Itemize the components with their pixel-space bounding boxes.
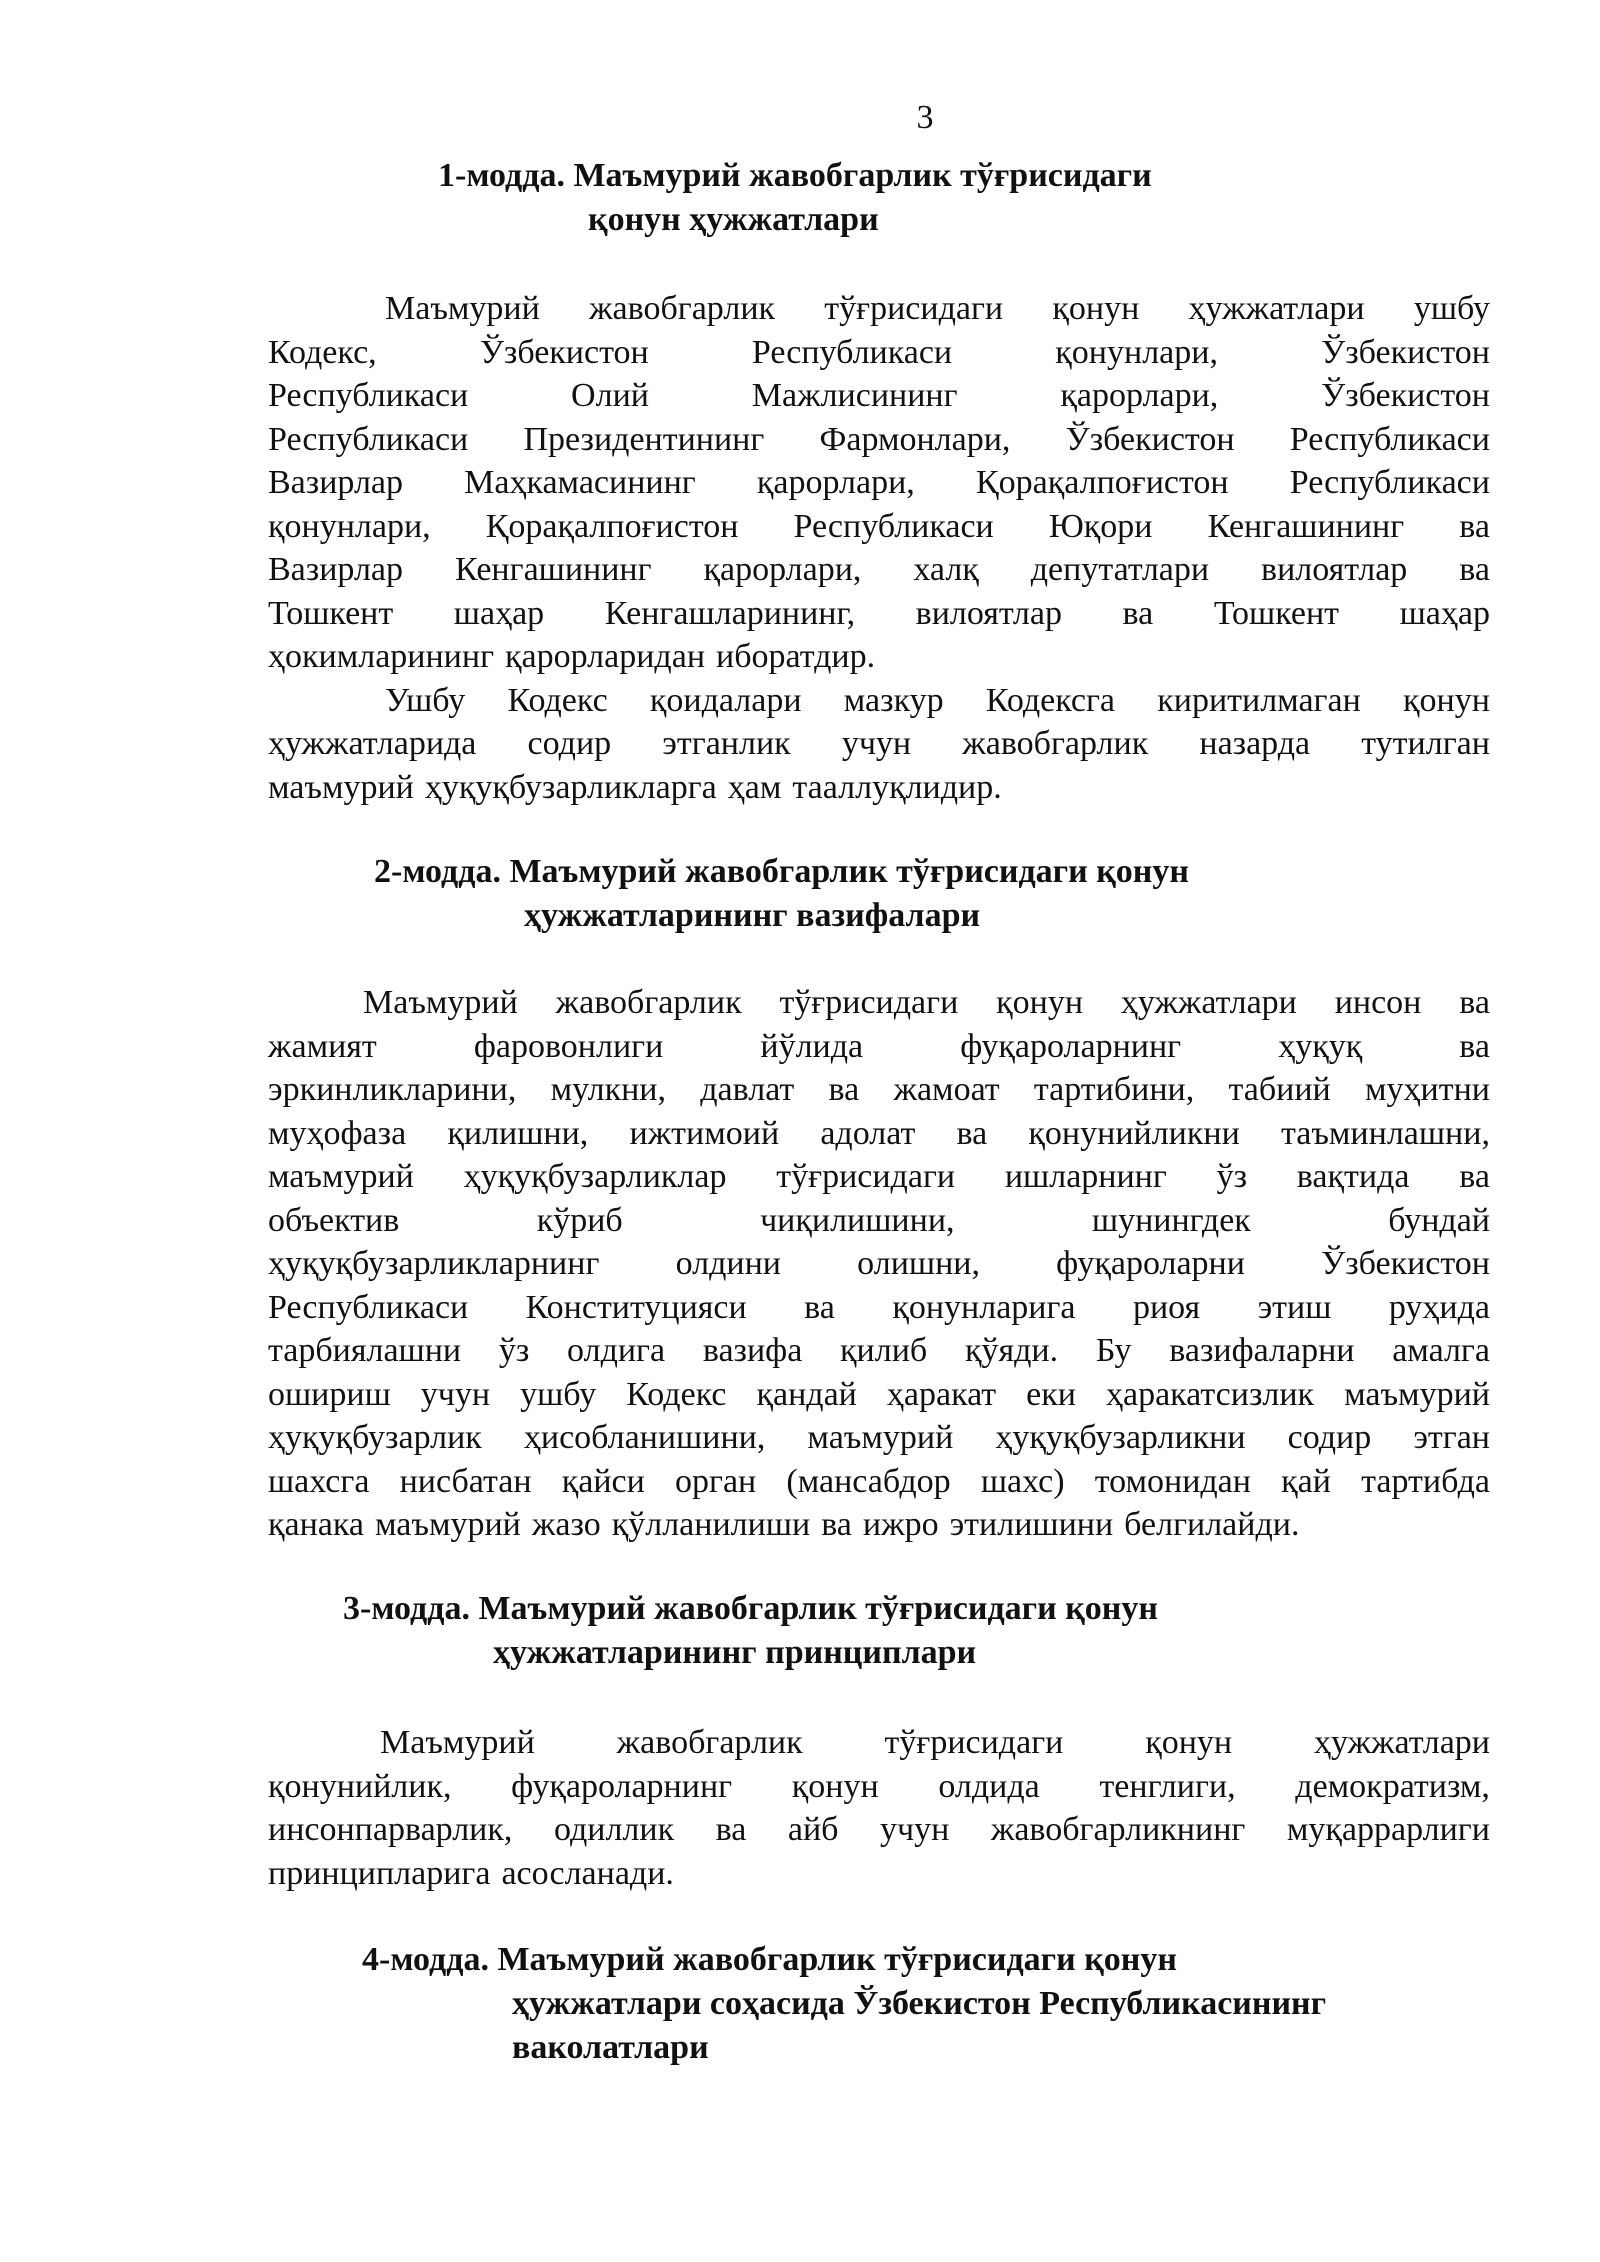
article-1-paragraph-2 xyxy=(268,679,1490,810)
paragraph-line: маъмурий ҳуқуқбузарликларга ҳам тааллуқлидир. xyxy=(268,768,1002,806)
article-1-paragraph-1 xyxy=(268,287,1490,679)
article-2-title-line-1: 2-модда. Маъмурий жавобгарлик тўғрисидаги қонун xyxy=(374,853,1189,890)
paragraph-line: инсонпарварлик, одиллик ва айб учун жавобгарликнинг муқаррарлиги xyxy=(268,1811,1490,1848)
article-4-title-line-2: ҳужжатлари соҳасида Ўзбекистон Республикасининг xyxy=(512,1985,1327,2022)
paragraph-line: Маъмурий жавобгарлик тўғрисидаги қонун ҳужжатлари ушбу xyxy=(385,290,1490,327)
paragraph-line: ошириш учун ушбу Кодекс қандай ҳаракат еки ҳаракатсизлик маъмурий xyxy=(268,1375,1490,1413)
article-2-body xyxy=(268,981,1490,1547)
paragraph-line: ҳуқуқбузарлик ҳисобланишини, маъмурий ҳуқуқбузарликни содир этган xyxy=(268,1419,1490,1456)
page-number: 3 xyxy=(916,99,934,136)
article-3-body xyxy=(268,1721,1490,1895)
article-4-title-line-3: ваколатлари xyxy=(512,2029,709,2066)
paragraph-line: тарбиялашни ўз олдига вазифа қилиб қўяди. Бу вазифаларни амалга xyxy=(268,1332,1490,1369)
article-2-title xyxy=(374,850,1189,938)
article-1-title-line-2: қонун ҳужжатлари xyxy=(588,201,879,238)
article-3-title xyxy=(343,1587,1158,1675)
article-4-title-line-1: 4-модда. Маъмурий жавобгарлик тўғрисидаги қонун xyxy=(362,1941,1177,1978)
paragraph-line: муҳофаза қилишни, ижтимоий адолат ва қонунийликни таъминлашни, xyxy=(268,1114,1490,1152)
paragraph-line: Вазирлар Кенгашининг қарорлари, халқ депутатлари вилоятлар ва xyxy=(268,551,1490,588)
paragraph-line: ҳокимларининг қарорларидан иборатдир. xyxy=(268,638,876,675)
paragraph-line: Республикаси Конституцияси ва қонунларига риоя этиш руҳида xyxy=(268,1288,1490,1326)
paragraph-line: принципларига асосланади. xyxy=(268,1854,674,1892)
paragraph-line: Республикаси Олий Мажлисининг қарорлари, Ўзбекистон xyxy=(268,377,1490,414)
article-1-title xyxy=(438,154,1152,242)
paragraph-line: объектив кўриб чиқилишини, шунингдек бундай xyxy=(268,1201,1490,1239)
paragraph-line: қонунлари, Қорақалпоғистон Республикаси Юқори Кенгашининг ва xyxy=(268,507,1490,545)
paragraph-line: эркинликларини, мулкни, давлат ва жамоат тартибини, табиий муҳитни xyxy=(268,1071,1490,1108)
paragraph-line: Ушбу Кодекс қоидалари мазкур Кодексга киритилмаган қонун xyxy=(385,681,1490,719)
paragraph-line: ҳуқуқбузарликларнинг олдини олишни, фуқароларни Ўзбекистон xyxy=(268,1245,1490,1282)
paragraph-line: қонунийлик, фуқароларнинг қонун олдида тенглиги, демократизм, xyxy=(268,1767,1490,1805)
paragraph-line: Республикаси Президентининг Фармонлари, Ўзбекистон Республикаси xyxy=(268,420,1490,458)
article-2-paragraph-1 xyxy=(268,981,1490,1547)
paragraph-line: Маъмурий жавобгарлик тўғрисидаги қонун ҳужжатлари инсон ва xyxy=(363,984,1490,1021)
paragraph-line: шахсга нисбатан қайси орган (мансабдор шахс) томонидан қай тартибда xyxy=(268,1462,1490,1500)
paragraph-line: ҳужжатларида содир этганлик учун жавобгарлик назарда тутилган xyxy=(268,725,1490,762)
paragraph-line: Маъмурий жавобгарлик тўғрисидаги қонун ҳужжатлари xyxy=(380,1724,1490,1761)
paragraph-line: жамият фаровонлиги йўлида фуқароларнинг ҳуқуқ ва xyxy=(268,1027,1490,1065)
paragraph-line: Кодекс, Ўзбекистон Республикаси қонунлари, Ўзбекистон xyxy=(268,333,1490,371)
article-1-title-line-1: 1-модда. Маъмурий жавобгарлик тўғрисидаги xyxy=(438,157,1152,194)
article-3-paragraph-1 xyxy=(268,1721,1490,1895)
paragraph-line: қанака маъмурий жазо қўлланилиши ва ижро этилишини белгилайди. xyxy=(268,1506,1300,1543)
article-1-body xyxy=(268,287,1490,809)
article-4-title xyxy=(362,1938,1326,2070)
paragraph-line: Вазирлар Маҳкамасининг қарорлари, Қорақалпоғистон Республикаси xyxy=(268,464,1490,501)
article-3-title-line-2: ҳужжатларининг принциплари xyxy=(493,1634,977,1671)
paragraph-line: Тошкент шаҳар Кенгашларининг, вилоятлар ва Тошкент шаҳар xyxy=(268,594,1490,632)
paragraph-line: маъмурий ҳуқуқбузарликлар тўғрисидаги ишларнинг ўз вақтида ва xyxy=(268,1158,1490,1195)
article-3-title-line-1: 3-модда. Маъмурий жавобгарлик тўғрисидаги қонун xyxy=(343,1590,1158,1627)
article-2-title-line-2: ҳужжатларининг вазифалари xyxy=(524,897,981,934)
